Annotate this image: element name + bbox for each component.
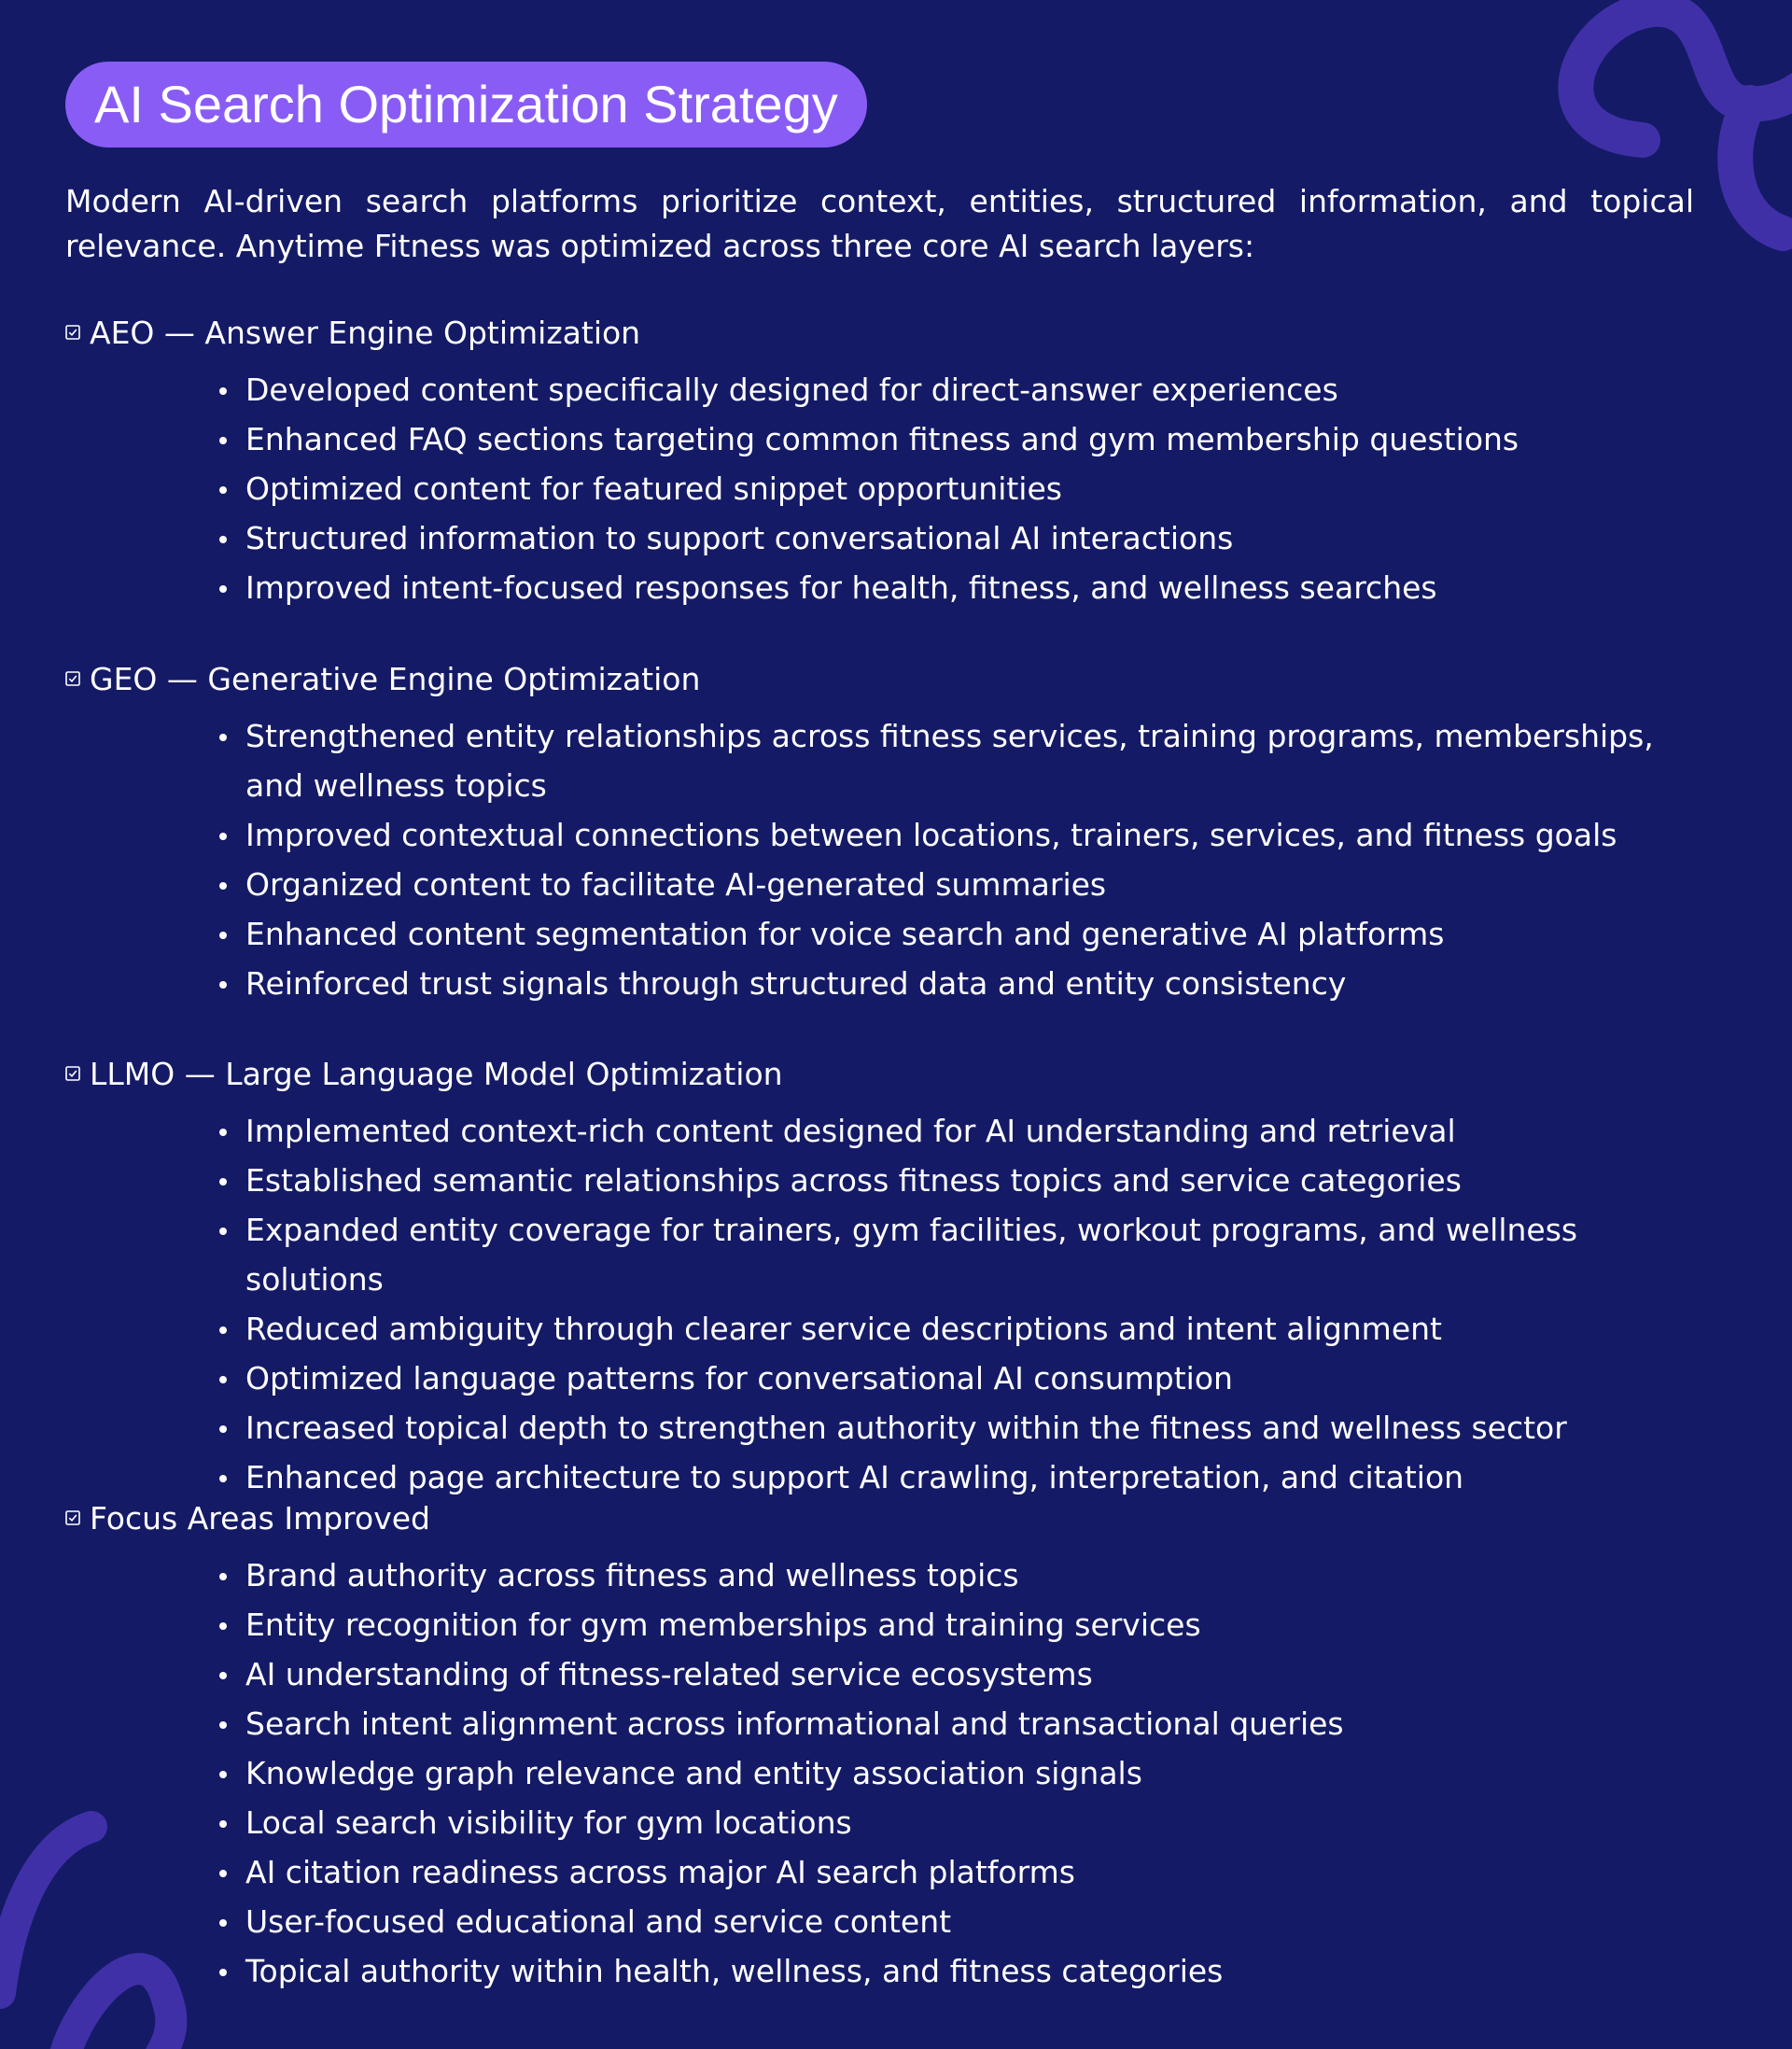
- list-item: Optimized language patterns for conversational AI consumption: [65, 1354, 1708, 1403]
- list-item: AI citation readiness across major AI search platforms: [65, 1847, 1708, 1897]
- section-heading-label: GEO — Generative Engine Optimization: [90, 660, 701, 697]
- checkbox-icon: [65, 1510, 80, 1525]
- section-geo: [65, 653, 1708, 1008]
- list-item: Established semantic relationships across fitness topics and service categories: [65, 1156, 1708, 1205]
- list-item: Search intent alignment across informational and transactional queries: [65, 1699, 1708, 1748]
- list-item: Increased topical depth to strengthen authority within the fitness and wellness sector: [65, 1403, 1708, 1453]
- list-item: User-focused educational and service content: [65, 1897, 1708, 1946]
- list-item: Enhanced content segmentation for voice search and generative AI platforms: [65, 909, 1708, 959]
- section-heading-label: LLMO — Large Language Model Optimization: [90, 1055, 783, 1092]
- list-item: Expanded entity coverage for trainers, gym facilities, workout programs, and wellness solutions: [65, 1205, 1708, 1304]
- checkbox-icon: [65, 325, 80, 340]
- section-heading: [65, 653, 1708, 704]
- page-title: AI Search Optimization Strategy: [65, 62, 867, 147]
- list-item: Brand authority across fitness and wellness topics: [65, 1551, 1708, 1600]
- bullet-list: [65, 1106, 1708, 1502]
- checkbox-icon: [65, 1066, 80, 1081]
- list-item: Reduced ambiguity through clearer service descriptions and intent alignment: [65, 1304, 1708, 1354]
- list-item: Improved intent-focused responses for health, fitness, and wellness searches: [65, 563, 1708, 612]
- list-item: Topical authority within health, wellness, and fitness categories: [65, 1946, 1708, 1996]
- list-item: Organized content to facilitate AI-generated summaries: [65, 860, 1708, 909]
- list-item: Improved contextual connections between locations, trainers, services, and fitness goals: [65, 810, 1708, 860]
- section-focus-areas: [65, 1493, 1708, 1996]
- list-item: AI understanding of fitness-related service ecosystems: [65, 1649, 1708, 1699]
- list-item: Local search visibility for gym locations: [65, 1798, 1708, 1847]
- section-heading-label: AEO — Answer Engine Optimization: [90, 314, 641, 351]
- section-heading: [65, 1048, 1708, 1099]
- section-heading: [65, 1493, 1708, 1543]
- section-aeo: [65, 307, 1708, 612]
- list-item: Reinforced trust signals through structured data and entity consistency: [65, 959, 1708, 1008]
- bullet-list: [65, 711, 1708, 1008]
- bullet-list: [65, 1551, 1708, 1996]
- list-item: Developed content specifically designed for direct-answer experiences: [65, 365, 1708, 414]
- intro-paragraph: Modern AI-driven search platforms prioritize context, entities, structured information, and topical relevance. Anytime Fitness was optimized across three core AI search layers:: [65, 183, 1694, 264]
- list-item: Entity recognition for gym memberships and training services: [65, 1600, 1708, 1649]
- list-item: Optimized content for featured snippet opportunities: [65, 464, 1708, 513]
- list-item: Knowledge graph relevance and entity association signals: [65, 1748, 1708, 1798]
- section-heading: [65, 307, 1708, 358]
- checkbox-icon: [65, 671, 80, 686]
- list-item: Structured information to support conversational AI interactions: [65, 513, 1708, 563]
- list-item: Strengthened entity relationships across fitness services, training programs, memberships, and wellness topics: [65, 711, 1708, 810]
- bullet-list: [65, 365, 1708, 612]
- list-item: Implemented context-rich content designed for AI understanding and retrieval: [65, 1106, 1708, 1156]
- list-item: Enhanced FAQ sections targeting common fitness and gym membership questions: [65, 414, 1708, 464]
- section-llmo: [65, 1048, 1708, 1502]
- section-heading-label: Focus Areas Improved: [90, 1499, 430, 1537]
- list-item: Enhanced page architecture to support AI crawling, interpretation, and citation: [65, 1453, 1708, 1502]
